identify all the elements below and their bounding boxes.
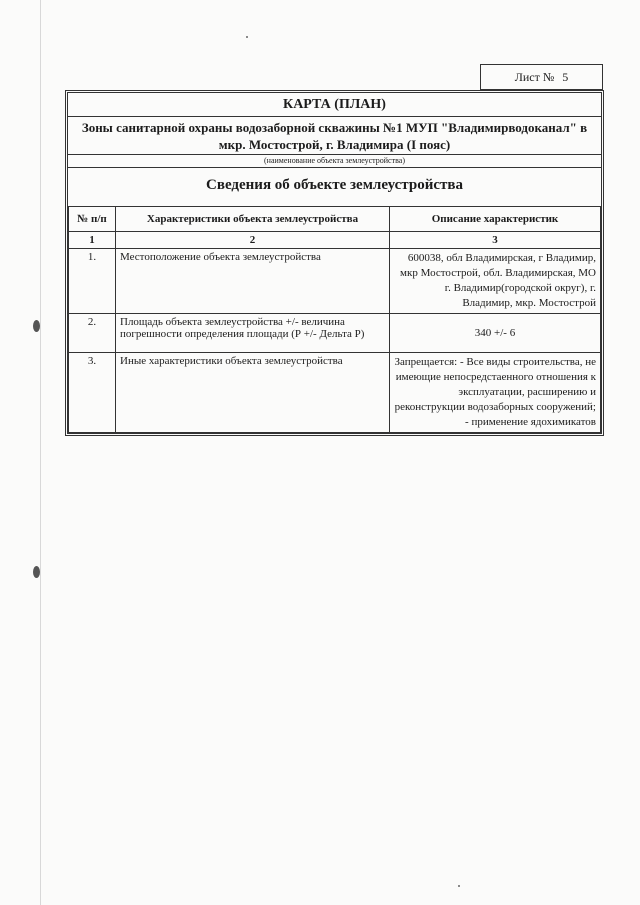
header-characteristic: Характеристики объекта землеустройства — [116, 207, 390, 232]
table-index-row — [69, 232, 601, 249]
zone-name: Зоны санитарной охраны водозаборной скважины №1 МУП "Владимирводоканал" в мкр. Мостострой, г. Владимира (I пояс) — [68, 117, 601, 155]
map-title: КАРТА (ПЛАН) — [68, 93, 601, 117]
document-frame — [65, 90, 604, 436]
table-row — [69, 314, 601, 353]
page-margin-line — [40, 0, 41, 905]
section-title: Сведения об объекте землеустройства — [206, 177, 463, 193]
row-description: 600038, обл Владимирская, г Владимир, мкр Мостострой, обл. Владимирская, МО г. Владимир(городской округ), г. Владимир, мкр. Мостострой — [390, 249, 601, 314]
table-header-row — [69, 207, 601, 232]
index-cell: 1 — [69, 232, 116, 249]
header-description: Описание характеристик — [390, 207, 601, 232]
index-cell: 3 — [390, 232, 601, 249]
index-cell: 2 — [116, 232, 390, 249]
row-number: 2. — [69, 314, 116, 353]
zone-caption: (наименование объекта землеустройства) — [68, 155, 601, 168]
sheet-number: 5 — [562, 69, 569, 84]
scan-speck — [246, 36, 248, 38]
object-info-table — [68, 206, 601, 433]
row-description: Запрещается: - Все виды строительства, не имеющие непосредстаенного отношения к эксплуатации, расширению и реконструкции водозаборных сооружений; - применение ядохимикатов — [390, 353, 601, 433]
row-number: 1. — [69, 249, 116, 314]
binder-hole-mark — [33, 566, 40, 578]
header-number: № п/п — [69, 207, 116, 232]
row-characteristic: Местоположение объекта землеустройства — [116, 249, 390, 314]
binder-hole-mark — [33, 320, 40, 332]
sheet-number-box — [480, 64, 603, 90]
scan-speck — [458, 885, 460, 887]
sheet-label: Лист № — [514, 69, 555, 84]
table-row — [69, 249, 601, 314]
row-description: 340 +/- 6 — [390, 314, 601, 353]
row-characteristic: Площадь объекта землеустройства +/- величина погрешности определения площади (Р +/- Дельта Р) — [116, 314, 390, 353]
row-characteristic: Иные характеристики объекта землеустройства — [116, 353, 390, 433]
row-number: 3. — [69, 353, 116, 433]
table-row — [69, 353, 601, 433]
